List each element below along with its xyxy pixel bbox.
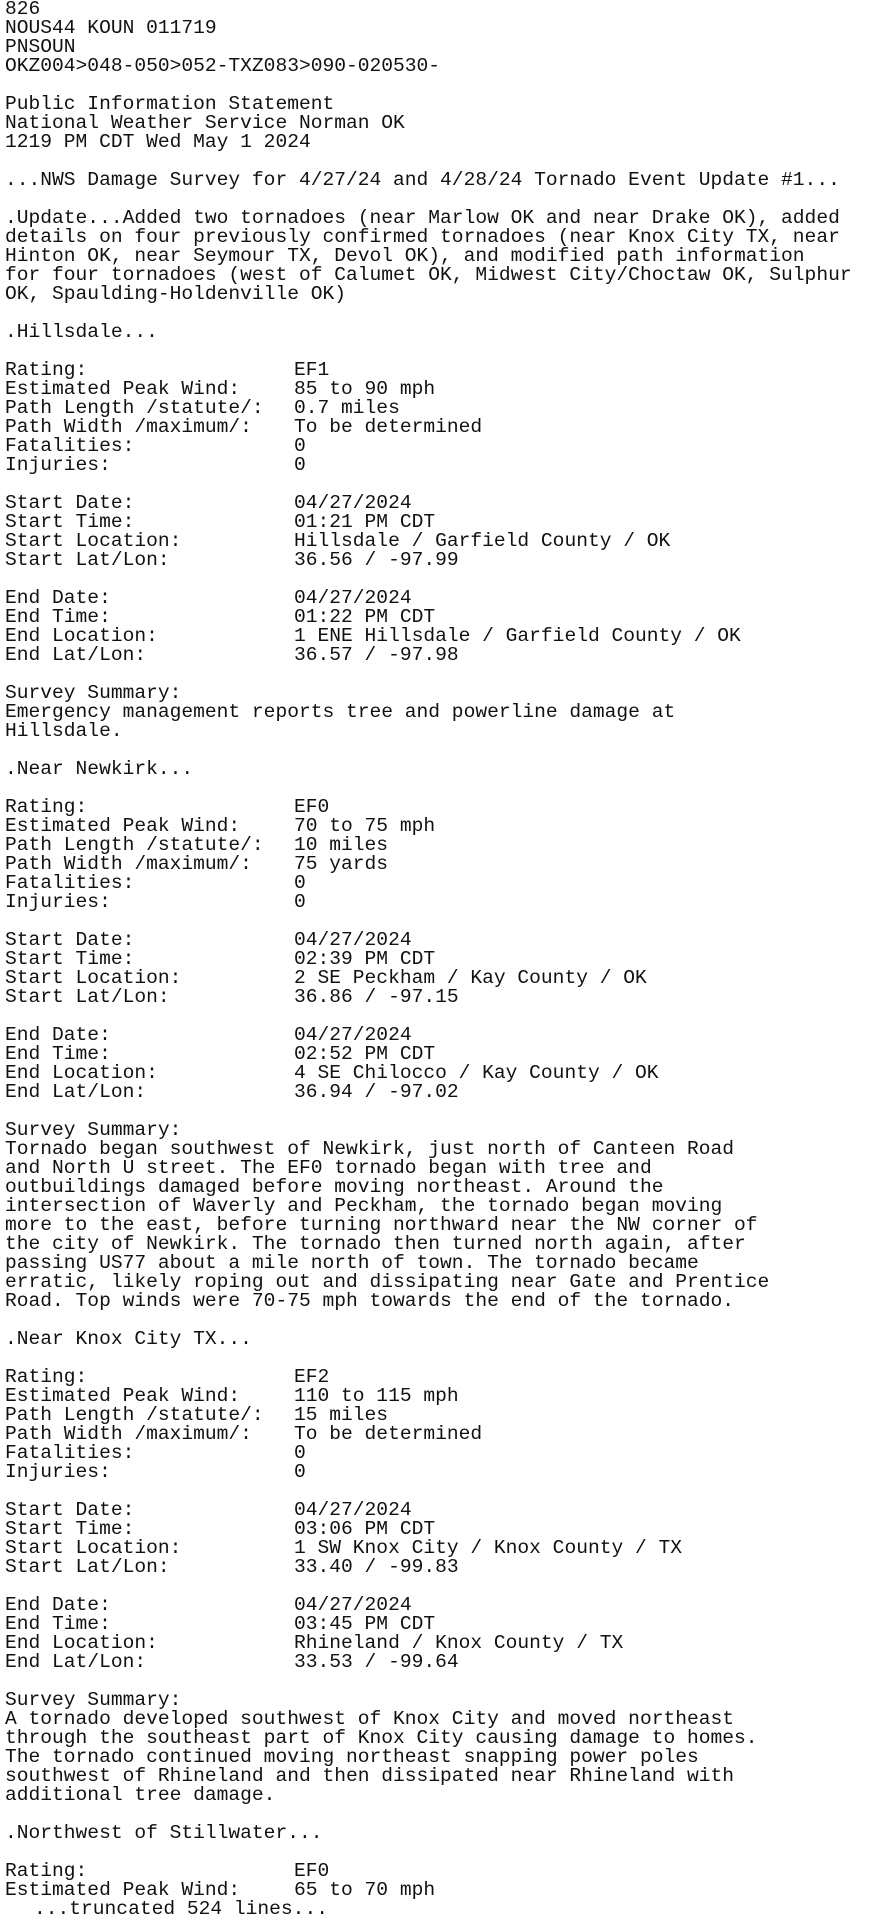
field-label: End Time: [5, 606, 111, 628]
field-value: To be determined [294, 1423, 483, 1445]
survey-summary-line: and North U street. The EF0 tornado began with tree and [5, 1157, 652, 1179]
field-value: Hillsdale / Garfield County / OK [294, 530, 671, 552]
blank-line [5, 912, 873, 931]
field-value: 0 [294, 1461, 306, 1483]
field-value: 85 to 90 mph [294, 378, 436, 400]
field-value: 36.56 / -97.99 [294, 549, 459, 571]
survey-summary-line: intersection of Waverly and Peckham, the tornado began moving [5, 1195, 723, 1217]
field-label: End Lat/Lon: [5, 1651, 147, 1673]
field-value: 02:39 PM CDT [294, 948, 436, 970]
rating-field-row [5, 437, 873, 456]
end-field-row [5, 1083, 873, 1102]
issue-time: 1219 PM CDT Wed May 1 2024 [5, 131, 311, 153]
field-label: Estimated Peak Wind: [5, 815, 241, 837]
field-label: Start Time: [5, 948, 135, 970]
survey-summary-line: outbuildings damaged before moving northeast. Around the [5, 1176, 664, 1198]
field-label: Path Width /maximum/: [5, 1423, 252, 1445]
blank-line [5, 570, 873, 589]
survey-summary-line: Tornado began southwest of Newkirk, just north of Canteen Road [5, 1138, 735, 1160]
field-value: 04/27/2024 [294, 1594, 412, 1616]
start-field-row [5, 551, 873, 570]
field-label: Start Lat/Lon: [5, 549, 170, 571]
end-field-row [5, 1026, 873, 1045]
truncation-note: ...truncated 524 lines... [34, 1898, 328, 1919]
field-value: 0 [294, 454, 306, 476]
field-label: End Lat/Lon: [5, 644, 147, 666]
update-paragraph-line: OK, Spaulding-Holdenville OK) [5, 283, 346, 305]
field-value: 15 miles [294, 1404, 389, 1426]
field-value: 36.94 / -97.02 [294, 1081, 459, 1103]
blank-line [5, 342, 873, 361]
rating-field-row [5, 1463, 873, 1482]
end-field-row [5, 1596, 873, 1615]
field-label: Start Location: [5, 967, 182, 989]
field-label: Path Length /statute/: [5, 1404, 264, 1426]
field-value: 0.7 miles [294, 397, 400, 419]
rating-field-row [5, 456, 873, 475]
section-title: .Northwest of Stillwater... [5, 1822, 323, 1844]
field-value: 1 ENE Hillsdale / Garfield County / OK [294, 625, 741, 647]
field-label: Start Location: [5, 1537, 182, 1559]
field-label: Start Location: [5, 530, 182, 552]
field-value: 03:45 PM CDT [294, 1613, 436, 1635]
update-paragraph-line: .Update...Added two tornadoes (near Marlow OK and near Drake OK), added [5, 207, 840, 229]
field-label: End Date: [5, 587, 111, 609]
field-value: EF1 [294, 359, 330, 381]
field-value: EF0 [294, 796, 330, 818]
field-label: Injuries: [5, 454, 111, 476]
field-value: 04/27/2024 [294, 929, 412, 951]
section-title: .Near Knox City TX... [5, 1328, 252, 1350]
survey-summary-line: through the southeast part of Knox City causing damage to homes. [5, 1727, 758, 1749]
end-field-row [5, 646, 873, 665]
blank-line [5, 779, 873, 798]
field-value: 33.53 / -99.64 [294, 1651, 459, 1673]
start-field-row [5, 988, 873, 1007]
blank-line [5, 475, 873, 494]
field-value: 70 to 75 mph [294, 815, 436, 837]
field-label: End Location: [5, 625, 158, 647]
start-field-row [5, 494, 873, 513]
field-value: 110 to 115 mph [294, 1385, 459, 1407]
rating-field-row [5, 1425, 873, 1444]
field-label: Start Lat/Lon: [5, 986, 170, 1008]
section-title: .Near Newkirk... [5, 758, 194, 780]
blank-line [5, 1577, 873, 1596]
survey-summary-line: erratic, likely roping out and dissipating near Gate and Prentice [5, 1271, 770, 1293]
field-label: End Time: [5, 1613, 111, 1635]
field-value: 4 SE Chilocco / Kay County / OK [294, 1062, 659, 1084]
field-value: 04/27/2024 [294, 492, 412, 514]
field-value: 01:21 PM CDT [294, 511, 436, 533]
end-field-row [5, 589, 873, 608]
field-label: Estimated Peak Wind: [5, 378, 241, 400]
field-label: End Lat/Lon: [5, 1081, 147, 1103]
field-value: 2 SE Peckham / Kay County / OK [294, 967, 647, 989]
survey-summary-line: the city of Newkirk. The tornado then turned north again, after [5, 1233, 746, 1255]
section-title: .Hillsdale... [5, 321, 158, 343]
survey-summary-line: Emergency management reports tree and powerline damage at [5, 701, 676, 723]
update-paragraph-line: for four tornadoes (west of Calumet OK, Midwest City/Choctaw OK, Sulphur [5, 264, 852, 286]
field-label: Rating: [5, 359, 88, 381]
field-value: 03:06 PM CDT [294, 1518, 436, 1540]
field-label: Fatalities: [5, 872, 135, 894]
blank-line [5, 1349, 873, 1368]
survey-summary-line: additional tree damage. [5, 1784, 276, 1806]
start-field-row [5, 1501, 873, 1520]
field-label: Path Length /statute/: [5, 397, 264, 419]
field-label: Rating: [5, 1860, 88, 1882]
field-label: Start Time: [5, 1518, 135, 1540]
survey-summary-line: southwest of Rhineland and then dissipated near Rhineland with [5, 1765, 735, 1787]
rating-field-row [5, 855, 873, 874]
field-label: Start Date: [5, 1499, 135, 1521]
field-value: 36.86 / -97.15 [294, 986, 459, 1008]
field-value: EF2 [294, 1366, 330, 1388]
field-label: Fatalities: [5, 1442, 135, 1464]
field-value: 1 SW Knox City / Knox County / TX [294, 1537, 683, 1559]
header-line: NOUS44 KOUN 011719 [5, 17, 217, 39]
start-field-row [5, 1558, 873, 1577]
field-label: Start Lat/Lon: [5, 1556, 170, 1578]
field-value: 0 [294, 435, 306, 457]
survey-summary-line: The tornado continued moving northeast snapping power poles [5, 1746, 699, 1768]
survey-summary-line: passing US77 about a mile north of town. The tornado became [5, 1252, 699, 1274]
survey-summary-line: A tornado developed southwest of Knox City and moved northeast [5, 1708, 735, 1730]
field-value: 0 [294, 1442, 306, 1464]
field-value: EF0 [294, 1860, 330, 1882]
field-label: Start Date: [5, 492, 135, 514]
field-label: Path Width /maximum/: [5, 416, 252, 438]
field-label: Start Date: [5, 929, 135, 951]
field-label: End Time: [5, 1043, 111, 1065]
header-line: 826 [5, 0, 41, 20]
survey-summary-line: more to the east, before turning northward near the NW corner of [5, 1214, 758, 1236]
blank-line [5, 1007, 873, 1026]
field-value: 0 [294, 872, 306, 894]
field-label: End Date: [5, 1594, 111, 1616]
field-value: 33.40 / -99.83 [294, 1556, 459, 1578]
rating-field-row [5, 1444, 873, 1463]
survey-summary-line: Hillsdale. [5, 720, 123, 742]
field-value: 10 miles [294, 834, 389, 856]
survey-summary-label: Survey Summary: [5, 682, 182, 704]
blank-line [5, 1482, 873, 1501]
field-label: Path Width /maximum/: [5, 853, 252, 875]
rating-field-row [5, 874, 873, 893]
public-information-statement [5, 0, 873, 1919]
update-paragraph-line: details on four previously confirmed tornadoes (near Knox City TX, near [5, 226, 840, 248]
field-label: Start Time: [5, 511, 135, 533]
field-label: Injuries: [5, 891, 111, 913]
field-value: 02:52 PM CDT [294, 1043, 436, 1065]
start-field-row [5, 931, 873, 950]
end-field-row [5, 1653, 873, 1672]
survey-summary-label: Survey Summary: [5, 1689, 182, 1711]
rating-field-row [5, 893, 873, 912]
survey-summary-label: Survey Summary: [5, 1119, 182, 1141]
field-value: 04/27/2024 [294, 587, 412, 609]
blank-line [5, 1843, 873, 1862]
survey-summary-line: Road. Top winds were 70-75 mph towards the end of the tornado. [5, 1290, 735, 1312]
field-label: Rating: [5, 796, 88, 818]
statement-title: Public Information Statement [5, 93, 335, 115]
field-value: 0 [294, 891, 306, 913]
header-line: PNSOUN [5, 36, 76, 58]
survey-headline: ...NWS Damage Survey for 4/27/24 and 4/28/24 Tornado Event Update #1... [5, 169, 840, 191]
field-value: 04/27/2024 [294, 1024, 412, 1046]
field-label: Rating: [5, 1366, 88, 1388]
field-label: Injuries: [5, 1461, 111, 1483]
field-value: To be determined [294, 416, 483, 438]
header-line: OKZ004>048-050>052-TXZ083>090-020530- [5, 55, 441, 77]
field-value: 36.57 / -97.98 [294, 644, 459, 666]
update-paragraph-line: Hinton OK, near Seymour TX, Devol OK), and modified path information [5, 245, 805, 267]
rating-field-row [5, 418, 873, 437]
field-value: Rhineland / Knox County / TX [294, 1632, 624, 1654]
field-label: End Location: [5, 1632, 158, 1654]
field-value: 65 to 70 mph [294, 1879, 436, 1901]
field-label: End Date: [5, 1024, 111, 1046]
field-label: Path Length /statute/: [5, 834, 264, 856]
field-label: End Location: [5, 1062, 158, 1084]
field-label: Estimated Peak Wind: [5, 1879, 241, 1901]
issuing-office: National Weather Service Norman OK [5, 112, 405, 134]
field-label: Estimated Peak Wind: [5, 1385, 241, 1407]
field-value: 04/27/2024 [294, 1499, 412, 1521]
field-value: 75 yards [294, 853, 389, 875]
field-value: 01:22 PM CDT [294, 606, 436, 628]
field-label: Fatalities: [5, 435, 135, 457]
